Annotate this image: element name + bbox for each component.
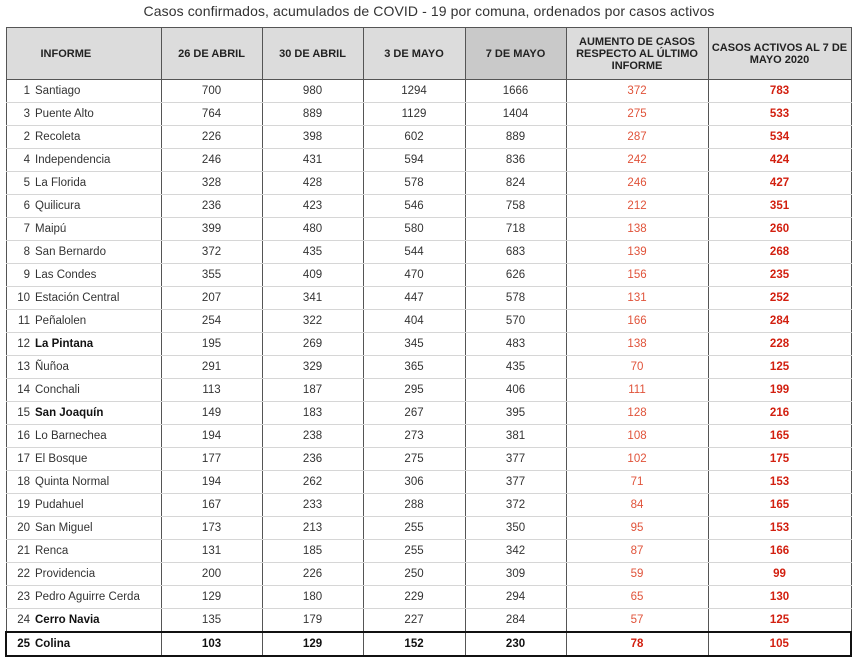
cases-3-mayo-cell: 255 <box>363 540 465 563</box>
active-cases-cell: 165 <box>708 494 851 517</box>
comuna-cell: San Miguel <box>32 517 161 540</box>
header-casos-activos: CASOS ACTIVOS AL 7 DE MAYO 2020 <box>708 28 851 80</box>
cases-30-abril-cell: 269 <box>262 333 363 356</box>
increase-cell: 372 <box>566 80 708 103</box>
rank-cell: 15 <box>6 402 32 425</box>
active-cases-cell: 166 <box>708 540 851 563</box>
cases-30-abril-cell: 226 <box>262 563 363 586</box>
increase-cell: 156 <box>566 264 708 287</box>
cases-26-abril-cell: 113 <box>161 379 262 402</box>
comuna-cell: Colina <box>32 632 161 656</box>
cases-26-abril-cell: 207 <box>161 287 262 310</box>
table-row <box>6 379 851 402</box>
table-row <box>6 448 851 471</box>
cases-26-abril-cell: 194 <box>161 425 262 448</box>
rank-cell: 18 <box>6 471 32 494</box>
rank-cell: 23 <box>6 586 32 609</box>
rank-cell: 4 <box>6 149 32 172</box>
cases-26-abril-cell: 103 <box>161 632 262 656</box>
increase-cell: 59 <box>566 563 708 586</box>
increase-cell: 166 <box>566 310 708 333</box>
cases-7-mayo-cell: 483 <box>465 333 566 356</box>
comuna-cell: Renca <box>32 540 161 563</box>
cases-3-mayo-cell: 288 <box>363 494 465 517</box>
cases-30-abril-cell: 262 <box>262 471 363 494</box>
active-cases-cell: 228 <box>708 333 851 356</box>
cases-30-abril-cell: 179 <box>262 609 363 633</box>
comuna-cell: La Pintana <box>32 333 161 356</box>
cases-26-abril-cell: 200 <box>161 563 262 586</box>
header-30-abril: 30 DE ABRIL <box>262 28 363 80</box>
cases-3-mayo-cell: 365 <box>363 356 465 379</box>
header-3-mayo: 3 DE MAYO <box>363 28 465 80</box>
cases-3-mayo-cell: 152 <box>363 632 465 656</box>
cases-3-mayo-cell: 594 <box>363 149 465 172</box>
cases-26-abril-cell: 355 <box>161 264 262 287</box>
cases-3-mayo-cell: 273 <box>363 425 465 448</box>
cases-30-abril-cell: 889 <box>262 103 363 126</box>
comuna-cell: Puente Alto <box>32 103 161 126</box>
rank-cell: 25 <box>6 632 32 656</box>
comuna-cell: Cerro Navia <box>32 609 161 633</box>
cases-30-abril-cell: 238 <box>262 425 363 448</box>
rank-cell: 24 <box>6 609 32 633</box>
cases-3-mayo-cell: 544 <box>363 241 465 264</box>
cases-3-mayo-cell: 229 <box>363 586 465 609</box>
rank-cell: 17 <box>6 448 32 471</box>
rank-cell: 9 <box>6 264 32 287</box>
cases-26-abril-cell: 700 <box>161 80 262 103</box>
active-cases-cell: 130 <box>708 586 851 609</box>
increase-cell: 65 <box>566 586 708 609</box>
table-row <box>6 172 851 195</box>
active-cases-cell: 533 <box>708 103 851 126</box>
table-row <box>6 471 851 494</box>
cases-30-abril-cell: 322 <box>262 310 363 333</box>
table-body <box>6 80 851 657</box>
rank-cell: 2 <box>6 126 32 149</box>
cases-7-mayo-cell: 824 <box>465 172 566 195</box>
table-row <box>6 241 851 264</box>
cases-3-mayo-cell: 447 <box>363 287 465 310</box>
comuna-cell: Providencia <box>32 563 161 586</box>
cases-3-mayo-cell: 227 <box>363 609 465 633</box>
table-row <box>6 632 851 656</box>
active-cases-cell: 175 <box>708 448 851 471</box>
rank-cell: 11 <box>6 310 32 333</box>
comuna-cell: Ñuñoa <box>32 356 161 379</box>
comuna-cell: Quilicura <box>32 195 161 218</box>
cases-7-mayo-cell: 1404 <box>465 103 566 126</box>
cases-30-abril-cell: 435 <box>262 241 363 264</box>
cases-7-mayo-cell: 350 <box>465 517 566 540</box>
cases-7-mayo-cell: 435 <box>465 356 566 379</box>
active-cases-cell: 235 <box>708 264 851 287</box>
rank-cell: 12 <box>6 333 32 356</box>
comuna-cell: Maipú <box>32 218 161 241</box>
increase-cell: 78 <box>566 632 708 656</box>
increase-cell: 95 <box>566 517 708 540</box>
cases-3-mayo-cell: 255 <box>363 517 465 540</box>
rank-cell: 22 <box>6 563 32 586</box>
increase-cell: 84 <box>566 494 708 517</box>
cases-3-mayo-cell: 578 <box>363 172 465 195</box>
active-cases-cell: 284 <box>708 310 851 333</box>
increase-cell: 128 <box>566 402 708 425</box>
cases-26-abril-cell: 177 <box>161 448 262 471</box>
increase-cell: 138 <box>566 333 708 356</box>
table-row <box>6 609 851 633</box>
cases-30-abril-cell: 233 <box>262 494 363 517</box>
rank-cell: 3 <box>6 103 32 126</box>
cases-7-mayo-cell: 342 <box>465 540 566 563</box>
cases-7-mayo-cell: 294 <box>465 586 566 609</box>
cases-26-abril-cell: 194 <box>161 471 262 494</box>
comuna-cell: Pedro Aguirre Cerda <box>32 586 161 609</box>
table-row <box>6 126 851 149</box>
cases-26-abril-cell: 328 <box>161 172 262 195</box>
cases-30-abril-cell: 431 <box>262 149 363 172</box>
cases-26-abril-cell: 131 <box>161 540 262 563</box>
table-row <box>6 402 851 425</box>
increase-cell: 275 <box>566 103 708 126</box>
cases-30-abril-cell: 398 <box>262 126 363 149</box>
increase-cell: 57 <box>566 609 708 633</box>
active-cases-cell: 105 <box>708 632 851 656</box>
cases-7-mayo-cell: 1666 <box>465 80 566 103</box>
cases-3-mayo-cell: 404 <box>363 310 465 333</box>
comuna-cell: Estación Central <box>32 287 161 310</box>
cases-3-mayo-cell: 602 <box>363 126 465 149</box>
table-row <box>6 310 851 333</box>
rank-cell: 14 <box>6 379 32 402</box>
active-cases-cell: 260 <box>708 218 851 241</box>
active-cases-cell: 351 <box>708 195 851 218</box>
table-row <box>6 540 851 563</box>
cases-30-abril-cell: 213 <box>262 517 363 540</box>
table-row <box>6 494 851 517</box>
increase-cell: 108 <box>566 425 708 448</box>
cases-7-mayo-cell: 889 <box>465 126 566 149</box>
comuna-cell: Independencia <box>32 149 161 172</box>
increase-cell: 111 <box>566 379 708 402</box>
cases-7-mayo-cell: 718 <box>465 218 566 241</box>
cases-30-abril-cell: 480 <box>262 218 363 241</box>
table-row <box>6 195 851 218</box>
comuna-cell: San Bernardo <box>32 241 161 264</box>
cases-3-mayo-cell: 306 <box>363 471 465 494</box>
table-row <box>6 517 851 540</box>
cases-30-abril-cell: 423 <box>262 195 363 218</box>
cases-7-mayo-cell: 578 <box>465 287 566 310</box>
cases-7-mayo-cell: 230 <box>465 632 566 656</box>
table-row <box>6 563 851 586</box>
header-aumento-casos: AUMENTO DE CASOS RESPECTO AL ÚLTIMO INFORME <box>566 28 708 80</box>
covid-cases-table <box>5 27 852 657</box>
cases-7-mayo-cell: 406 <box>465 379 566 402</box>
cases-3-mayo-cell: 546 <box>363 195 465 218</box>
cases-26-abril-cell: 135 <box>161 609 262 633</box>
active-cases-cell: 216 <box>708 402 851 425</box>
comuna-cell: San Joaquín <box>32 402 161 425</box>
rank-cell: 10 <box>6 287 32 310</box>
active-cases-cell: 153 <box>708 471 851 494</box>
cases-26-abril-cell: 167 <box>161 494 262 517</box>
cases-26-abril-cell: 226 <box>161 126 262 149</box>
cases-7-mayo-cell: 377 <box>465 448 566 471</box>
cases-3-mayo-cell: 250 <box>363 563 465 586</box>
cases-7-mayo-cell: 758 <box>465 195 566 218</box>
table-row <box>6 149 851 172</box>
cases-3-mayo-cell: 470 <box>363 264 465 287</box>
active-cases-cell: 153 <box>708 517 851 540</box>
comuna-cell: Las Condes <box>32 264 161 287</box>
active-cases-cell: 424 <box>708 149 851 172</box>
cases-26-abril-cell: 195 <box>161 333 262 356</box>
cases-30-abril-cell: 129 <box>262 632 363 656</box>
active-cases-cell: 534 <box>708 126 851 149</box>
increase-cell: 131 <box>566 287 708 310</box>
active-cases-cell: 165 <box>708 425 851 448</box>
rank-cell: 20 <box>6 517 32 540</box>
cases-3-mayo-cell: 580 <box>363 218 465 241</box>
cases-7-mayo-cell: 570 <box>465 310 566 333</box>
cases-30-abril-cell: 428 <box>262 172 363 195</box>
table-row <box>6 80 851 103</box>
active-cases-cell: 252 <box>708 287 851 310</box>
cases-7-mayo-cell: 836 <box>465 149 566 172</box>
active-cases-cell: 125 <box>708 356 851 379</box>
cases-26-abril-cell: 254 <box>161 310 262 333</box>
cases-7-mayo-cell: 377 <box>465 471 566 494</box>
cases-30-abril-cell: 185 <box>262 540 363 563</box>
active-cases-cell: 199 <box>708 379 851 402</box>
table-row <box>6 287 851 310</box>
cases-30-abril-cell: 329 <box>262 356 363 379</box>
cases-26-abril-cell: 129 <box>161 586 262 609</box>
active-cases-cell: 783 <box>708 80 851 103</box>
cases-3-mayo-cell: 345 <box>363 333 465 356</box>
increase-cell: 246 <box>566 172 708 195</box>
increase-cell: 138 <box>566 218 708 241</box>
cases-30-abril-cell: 180 <box>262 586 363 609</box>
comuna-cell: Quinta Normal <box>32 471 161 494</box>
cases-26-abril-cell: 236 <box>161 195 262 218</box>
cases-30-abril-cell: 187 <box>262 379 363 402</box>
table-title: Casos confirmados, acumulados de COVID - 19 por comuna, ordenados por casos activos <box>143 3 715 19</box>
increase-cell: 70 <box>566 356 708 379</box>
comuna-cell: El Bosque <box>32 448 161 471</box>
rank-cell: 6 <box>6 195 32 218</box>
cases-30-abril-cell: 341 <box>262 287 363 310</box>
cases-7-mayo-cell: 395 <box>465 402 566 425</box>
cases-7-mayo-cell: 372 <box>465 494 566 517</box>
cases-30-abril-cell: 980 <box>262 80 363 103</box>
cases-26-abril-cell: 764 <box>161 103 262 126</box>
rank-cell: 21 <box>6 540 32 563</box>
cases-7-mayo-cell: 284 <box>465 609 566 633</box>
table-row <box>6 103 851 126</box>
active-cases-cell: 427 <box>708 172 851 195</box>
comuna-cell: Santiago <box>32 80 161 103</box>
increase-cell: 212 <box>566 195 708 218</box>
table-row <box>6 333 851 356</box>
active-cases-cell: 99 <box>708 563 851 586</box>
header-26-abril: 26 DE ABRIL <box>161 28 262 80</box>
comuna-cell: Recoleta <box>32 126 161 149</box>
active-cases-cell: 268 <box>708 241 851 264</box>
cases-7-mayo-cell: 381 <box>465 425 566 448</box>
comuna-cell: Peñalolen <box>32 310 161 333</box>
cases-30-abril-cell: 409 <box>262 264 363 287</box>
comuna-cell: Lo Barnechea <box>32 425 161 448</box>
comuna-cell: La Florida <box>32 172 161 195</box>
cases-3-mayo-cell: 267 <box>363 402 465 425</box>
comuna-cell: Pudahuel <box>32 494 161 517</box>
rank-cell: 5 <box>6 172 32 195</box>
increase-cell: 139 <box>566 241 708 264</box>
comuna-cell: Conchali <box>32 379 161 402</box>
increase-cell: 287 <box>566 126 708 149</box>
rank-cell: 19 <box>6 494 32 517</box>
cases-30-abril-cell: 236 <box>262 448 363 471</box>
cases-26-abril-cell: 372 <box>161 241 262 264</box>
table-row <box>6 356 851 379</box>
cases-26-abril-cell: 173 <box>161 517 262 540</box>
increase-cell: 242 <box>566 149 708 172</box>
table-row <box>6 218 851 241</box>
rank-cell: 13 <box>6 356 32 379</box>
cases-3-mayo-cell: 1294 <box>363 80 465 103</box>
rank-cell: 16 <box>6 425 32 448</box>
cases-3-mayo-cell: 1129 <box>363 103 465 126</box>
cases-26-abril-cell: 399 <box>161 218 262 241</box>
cases-3-mayo-cell: 275 <box>363 448 465 471</box>
cases-7-mayo-cell: 683 <box>465 241 566 264</box>
cases-3-mayo-cell: 295 <box>363 379 465 402</box>
cases-26-abril-cell: 291 <box>161 356 262 379</box>
table-row <box>6 586 851 609</box>
cases-26-abril-cell: 246 <box>161 149 262 172</box>
cases-7-mayo-cell: 309 <box>465 563 566 586</box>
header-informe: INFORME <box>6 28 161 80</box>
rank-cell: 8 <box>6 241 32 264</box>
increase-cell: 102 <box>566 448 708 471</box>
rank-cell: 1 <box>6 80 32 103</box>
rank-cell: 7 <box>6 218 32 241</box>
cases-7-mayo-cell: 626 <box>465 264 566 287</box>
cases-26-abril-cell: 149 <box>161 402 262 425</box>
increase-cell: 71 <box>566 471 708 494</box>
active-cases-cell: 125 <box>708 609 851 633</box>
cases-30-abril-cell: 183 <box>262 402 363 425</box>
header-row <box>6 28 851 80</box>
header-7-mayo: 7 DE MAYO <box>465 28 566 80</box>
table-row <box>6 425 851 448</box>
table-row <box>6 264 851 287</box>
increase-cell: 87 <box>566 540 708 563</box>
